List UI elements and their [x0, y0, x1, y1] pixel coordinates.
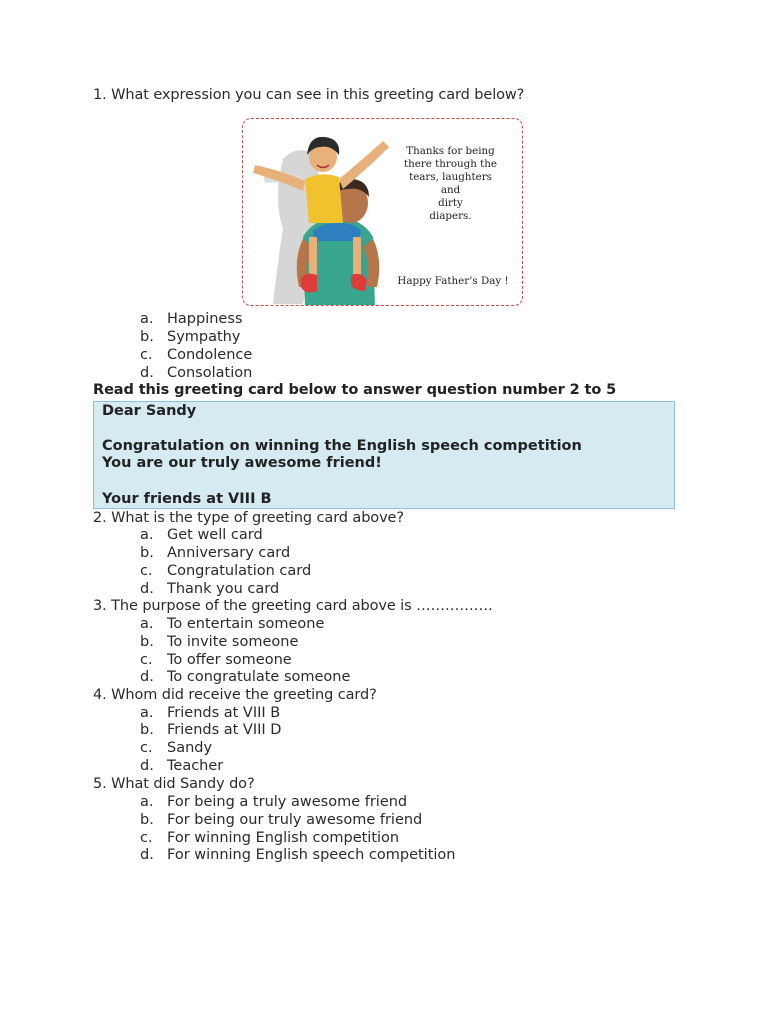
greeting-closing: Your friends at VIII B — [102, 491, 272, 507]
question-2: 2. What is the type of greeting card above? — [93, 510, 404, 526]
greeting-salutation: Dear Sandy — [102, 403, 197, 419]
greeting-card-box — [93, 401, 675, 509]
question-4: 4. Whom did receive the greeting card? — [93, 687, 377, 703]
q2-option-b[interactable]: b. Anniversary card — [140, 545, 291, 561]
q4-option-c[interactable]: c. Sandy — [140, 740, 213, 756]
q5-option-c[interactable]: c. For winning English competition — [140, 830, 400, 846]
q2-option-a[interactable]: a. Get well card — [140, 527, 263, 543]
card-message: Thanks for being there through the tears, laughters and dirty diapers. — [403, 145, 498, 222]
q2-option-d[interactable]: d. Thank you card — [140, 581, 280, 597]
q1-option-d[interactable]: d. Consolation — [140, 365, 253, 381]
q1-option-a[interactable]: a. Happiness — [140, 311, 243, 327]
q3-option-b[interactable]: b. To invite someone — [140, 634, 299, 650]
q3-option-d[interactable]: d. To congratulate someone — [140, 669, 351, 685]
q5-option-d[interactable]: d. For winning English speech competition — [140, 847, 456, 863]
q4-option-d[interactable]: d. Teacher — [140, 758, 224, 774]
q4-option-b[interactable]: b. Friends at VIII D — [140, 722, 282, 738]
card-footer: Happy Father’s Day ! — [397, 275, 509, 287]
q2-option-c[interactable]: c. Congratulation card — [140, 563, 312, 579]
q1-option-c[interactable]: c. Condolence — [140, 347, 253, 363]
fathers-day-card-image — [242, 118, 523, 306]
q4-option-a[interactable]: a. Friends at VIII B — [140, 705, 281, 721]
question-1: 1. What expression you can see in this greeting card below? — [93, 87, 525, 103]
instruction-text: Read this greeting card below to answer question number 2 to 5 — [93, 382, 617, 398]
question-3: 3. The purpose of the greeting card above is ……………. — [93, 598, 493, 614]
greeting-line-1: Congratulation on winning the English speech competition — [102, 438, 582, 454]
q1-option-b[interactable]: b. Sympathy — [140, 329, 241, 345]
q3-option-a[interactable]: a. To entertain someone — [140, 616, 325, 632]
q5-option-a[interactable]: a. For being a truly awesome friend — [140, 794, 408, 810]
q5-option-b[interactable]: b. For being our truly awesome friend — [140, 812, 423, 828]
greeting-line-2: You are our truly awesome friend! — [102, 455, 382, 471]
question-5: 5. What did Sandy do? — [93, 776, 255, 792]
q3-option-c[interactable]: c. To offer someone — [140, 652, 292, 668]
